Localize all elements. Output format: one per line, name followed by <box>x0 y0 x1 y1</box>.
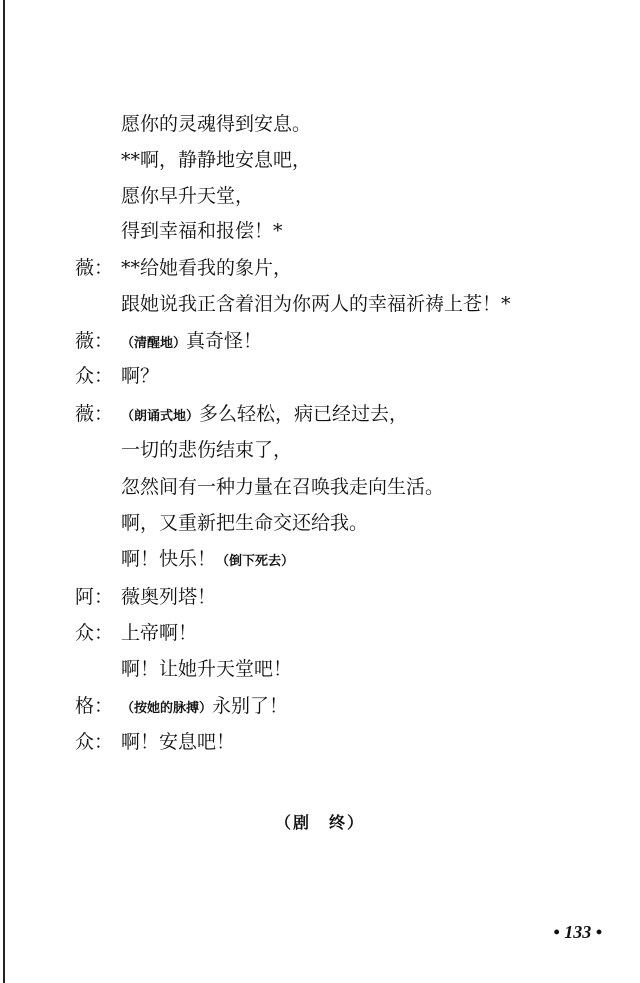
line-text: 得到幸福和报偿！* <box>121 220 283 242</box>
stage-direction: （倒下死去） <box>216 554 295 569</box>
line-text-content: 多么轻松，病已经过去， <box>199 403 409 425</box>
end-of-play-mark: （剧 终） <box>274 813 365 832</box>
speaker-label: 薇： <box>75 257 114 279</box>
line-text: 愿你早升天堂， <box>121 185 255 207</box>
line-text: 薇奥列塔！ <box>121 586 217 608</box>
line-text: **啊，静静地安息吧， <box>121 149 312 171</box>
speaker-label: 众： <box>75 731 114 753</box>
line-text: 啊！安息吧！ <box>121 731 236 753</box>
line-text: 跟她说我正含着泪为你两人的幸福祈祷上苍！* <box>121 293 511 315</box>
speaker-label: 薇： <box>75 330 114 352</box>
line-text <box>121 690 288 725</box>
line-text-content: 真奇怪！ <box>186 330 263 352</box>
page-number: • 133 • <box>553 922 602 942</box>
speaker-label: 阿： <box>75 586 114 608</box>
line-text <box>121 325 262 360</box>
line-text: 啊，又重新把生命交还给我。 <box>121 512 369 534</box>
line-text: 啊？ <box>121 365 160 387</box>
speaker-label: 薇： <box>75 403 114 425</box>
speaker-label: 格： <box>75 695 114 717</box>
line-text: **给她看我的象片， <box>121 257 293 279</box>
line-text <box>121 543 294 578</box>
speaker-label: 众： <box>75 622 114 644</box>
stage-direction: （清醒地） <box>121 336 187 351</box>
page-edge-rule <box>3 0 5 983</box>
stage-direction: （按她的脉搏） <box>121 701 213 716</box>
line-text: 忽然间有一种力量在召唤我走向生活。 <box>121 476 445 498</box>
line-text <box>121 398 408 433</box>
line-text-content: 啊！快乐！ <box>121 548 217 570</box>
stage-direction: （朗诵式地） <box>121 409 200 424</box>
line-text: 一切的悲伤结束了， <box>121 439 293 461</box>
speaker-label: 众： <box>75 365 114 387</box>
line-text: 啊！让她升天堂吧！ <box>121 658 293 680</box>
line-text: 愿你的灵魂得到安息。 <box>121 113 312 135</box>
line-text-content: 永别了！ <box>212 695 289 717</box>
line-text: 上帝啊！ <box>121 622 198 644</box>
